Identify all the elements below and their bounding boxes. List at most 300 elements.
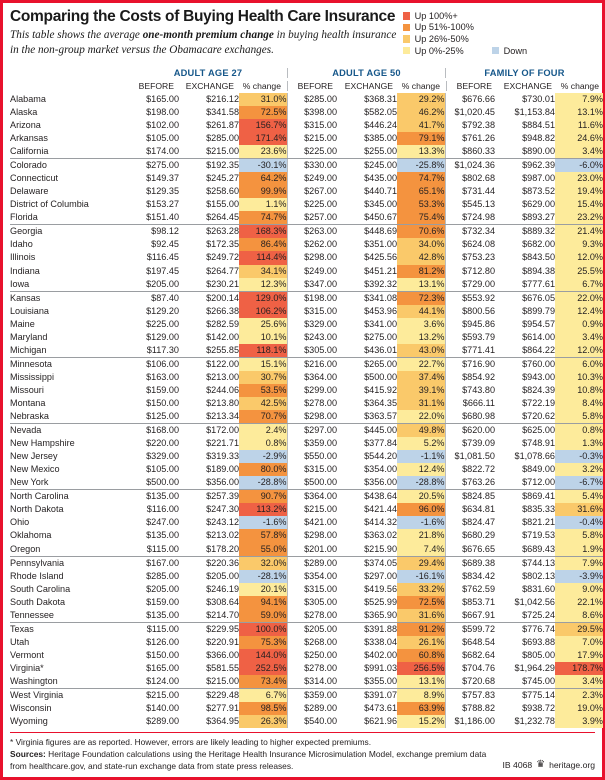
- cell-pct-change-age27: -2.9%: [239, 450, 287, 463]
- cell-before-age27: $159.00: [146, 384, 179, 395]
- cell-state-name: Oregon: [10, 543, 129, 557]
- table-row: [10, 622, 603, 636]
- table-row: [10, 636, 603, 649]
- cell-before-age27: $117.30: [129, 344, 179, 358]
- cell-pct-change-age27: 55.0%: [239, 543, 287, 557]
- cell-before-age50: $249.00: [287, 172, 337, 185]
- cell-exchange-age27: $581.55: [206, 662, 239, 673]
- table-row: [10, 662, 603, 675]
- table-row: [10, 689, 603, 703]
- table-row: [10, 371, 603, 384]
- table-row: [10, 119, 603, 132]
- cell-pct-change-family: 24.6%: [555, 132, 603, 145]
- cell-exchange-family: $835.33: [522, 504, 555, 515]
- brand-block: [503, 758, 595, 773]
- cell-pct-change-age50: 91.2%: [397, 622, 445, 636]
- legend-item-up-0-25: [403, 45, 595, 57]
- cell-exchange-age27: $282.59: [206, 318, 239, 329]
- subheader-pct-family: % change: [560, 80, 599, 91]
- cell-pct-change-family: 3.4%: [555, 145, 603, 159]
- cell-state-name: South Carolina: [10, 583, 71, 594]
- cell-before-age27: $115.00: [129, 543, 179, 557]
- group-header-adult-27: ADULT AGE 27: [173, 67, 243, 78]
- table-row: [10, 702, 603, 715]
- cell-exchange-age27: $277.91: [206, 703, 239, 714]
- table-row: [10, 516, 603, 529]
- cell-exchange-age27: $213.02: [206, 530, 239, 541]
- cell-pct-change-age50: 29.2%: [397, 93, 445, 106]
- cell-exchange-age27: $214.70: [179, 609, 239, 623]
- table-row: [10, 570, 603, 583]
- cell-pct-change-family: 5.8%: [555, 410, 603, 424]
- cell-exchange-age27: $215.00: [179, 675, 239, 689]
- subheader-group-family: [446, 81, 605, 91]
- cell-exchange-age27: $213.34: [179, 410, 239, 424]
- cell-state-name: North Carolina: [10, 491, 69, 502]
- cell-before-age27: $124.00: [129, 675, 179, 689]
- cell-before-family: $739.09: [445, 437, 495, 450]
- cell-pct-change-age27: 57.8%: [239, 529, 287, 542]
- cell-before-age27: $115.00: [146, 623, 179, 634]
- cell-before-age27: $275.00: [146, 160, 179, 171]
- cell-exchange-age27: $247.30: [206, 504, 239, 515]
- cell-before-age50: $314.00: [287, 675, 337, 689]
- cell-exchange-age27: $213.80: [206, 398, 239, 408]
- cell-pct-change-family: 2.3%: [555, 689, 603, 703]
- cell-pct-change-age27: 75.3%: [239, 636, 287, 649]
- cell-before-family: $753.23: [445, 251, 495, 264]
- cell-exchange-family: $1,964.29: [514, 662, 555, 673]
- table-row: [10, 132, 603, 145]
- cell-before-age50: $305.00: [287, 596, 337, 609]
- cell-pct-change-age27: 156.7%: [239, 119, 287, 132]
- cell-before-age50: $250.00: [287, 649, 337, 662]
- cell-state-name: Alaska: [10, 106, 38, 117]
- cell-state-name: South Dakota: [10, 596, 66, 607]
- cell-state-name: New Jersey: [10, 451, 58, 462]
- cell-pct-change-age27: 2.4%: [239, 424, 287, 438]
- cell-pct-change-age50: -25.8%: [397, 159, 445, 173]
- cell-pct-change-age27: 6.7%: [239, 689, 287, 703]
- cell-exchange-age50: $435.00: [364, 173, 397, 184]
- cell-exchange-age27: $215.00: [179, 145, 239, 159]
- cell-exchange-age27: $192.35: [206, 160, 239, 171]
- cell-exchange-age27: $264.45: [179, 211, 239, 225]
- cell-exchange-family: $869.41: [522, 491, 555, 502]
- cell-state-name: Connecticut: [10, 173, 59, 184]
- cell-pct-change-family: 11.6%: [555, 119, 603, 132]
- page-subtitle: [10, 28, 402, 58]
- cell-before-age27: $129.20: [146, 305, 179, 316]
- table-row: [10, 437, 603, 450]
- cell-exchange-family: $693.88: [522, 636, 555, 647]
- cell-exchange-family: $899.79: [522, 305, 555, 316]
- cell-before-age50: $298.00: [287, 251, 337, 264]
- table-row: [10, 384, 603, 397]
- cell-pct-change-age50: 5.2%: [397, 437, 445, 450]
- cell-pct-change-family: 12.4%: [555, 305, 603, 318]
- cell-pct-change-age50: 44.1%: [397, 305, 445, 318]
- table-row: [10, 543, 603, 557]
- website-label[interactable]: heritage.org: [549, 759, 595, 770]
- legend-label-up-100: Up 100%+: [414, 10, 458, 21]
- cell-before-family: $680.98: [445, 410, 495, 424]
- subheader-group-adult-27: [129, 81, 287, 91]
- group-header-adult-50: ADULT AGE 50: [287, 68, 445, 78]
- table-row: [10, 185, 603, 198]
- cell-pct-change-family: 22.1%: [555, 596, 603, 609]
- cell-before-age50: $398.00: [287, 106, 337, 119]
- cell-before-family: $757.83: [445, 689, 495, 703]
- cell-before-family: $667.91: [445, 609, 495, 623]
- cell-state-name: Illinois: [10, 252, 36, 263]
- cell-pct-change-age50: 72.5%: [397, 596, 445, 609]
- table-row: [10, 490, 603, 504]
- cell-pct-change-age27: 42.5%: [239, 397, 287, 410]
- cell-state-name: Arizona: [10, 120, 41, 131]
- cell-before-age27: $129.35: [146, 186, 179, 197]
- cell-exchange-family: $962.39: [522, 160, 555, 171]
- cell-exchange-age27: $249.72: [206, 252, 239, 263]
- cell-pct-change-family: 23.2%: [555, 211, 603, 225]
- cell-before-family: $731.44: [445, 185, 495, 198]
- cell-before-age27: $165.00: [146, 93, 179, 104]
- cell-exchange-age27: $285.00: [206, 133, 239, 144]
- cell-state-name: Oklahoma: [10, 530, 52, 541]
- cell-exchange-family: $824.39: [522, 384, 555, 395]
- cell-before-age27: $135.00: [146, 530, 179, 541]
- column-group-headers: [10, 65, 595, 78]
- cell-before-age27: $149.37: [146, 173, 179, 184]
- cell-before-age27: $106.00: [146, 358, 179, 369]
- cell-before-age27: $150.00: [146, 398, 179, 408]
- cell-exchange-age27: $230.21: [179, 278, 239, 292]
- cell-before-age50: $364.00: [287, 371, 337, 384]
- cell-exchange-age50: $368.31: [364, 93, 397, 104]
- cell-pct-change-family: 23.0%: [555, 172, 603, 185]
- cell-pct-change-age27: 252.5%: [239, 662, 287, 675]
- cell-exchange-age27: $261.87: [206, 120, 239, 131]
- cell-before-age27: $159.00: [146, 596, 179, 607]
- cell-exchange-age50: $448.69: [364, 226, 397, 237]
- cell-before-age50: $216.00: [287, 357, 337, 371]
- cell-pct-change-family: 5.4%: [555, 490, 603, 504]
- cell-exchange-age27: $189.00: [206, 464, 239, 475]
- cell-pct-change-age27: 25.6%: [239, 318, 287, 331]
- cell-pct-change-family: 17.9%: [555, 649, 603, 662]
- table-row: [10, 529, 603, 542]
- cell-before-family: $545.13: [445, 198, 495, 211]
- cell-state-name: Tennessee: [10, 609, 129, 623]
- subheader-pct-27: % change: [242, 80, 281, 91]
- cell-before-family: $666.11: [445, 397, 495, 410]
- cell-pct-change-family: 3.4%: [555, 675, 603, 689]
- cell-before-family: $1,020.45: [445, 106, 495, 119]
- legend-label-up-51-100: Up 51%-100%: [414, 22, 474, 33]
- subtitle-part-1: This table shows the average: [10, 29, 143, 42]
- cell-before-age27: $289.00: [146, 716, 179, 727]
- cell-exchange-family: $760.00: [522, 358, 555, 369]
- table-row: [10, 463, 603, 476]
- cell-state-name: Utah: [10, 636, 30, 647]
- cell-pct-change-age50: 79.1%: [397, 132, 445, 145]
- cell-pct-change-age50: 75.4%: [397, 211, 445, 225]
- cell-before-age27: $105.00: [146, 133, 179, 144]
- cell-before-family: $720.68: [445, 675, 495, 689]
- legend: [403, 10, 595, 56]
- cell-exchange-age27: $364.95: [206, 716, 239, 727]
- cell-exchange-age50: $365.90: [337, 609, 397, 623]
- cell-state-name: Montana: [10, 398, 46, 408]
- cell-exchange-family: $730.01: [522, 93, 555, 104]
- cell-before-family: $824.85: [445, 490, 495, 504]
- cell-exchange-age50: $621.96: [364, 716, 397, 727]
- cell-exchange-age27: $264.77: [206, 265, 239, 276]
- premium-comparison-table: [10, 93, 603, 728]
- table-row: [10, 715, 603, 728]
- table-row: [10, 278, 603, 292]
- cell-pct-change-family: 10.8%: [555, 384, 603, 397]
- cell-pct-change-age27: 30.7%: [239, 371, 287, 384]
- cell-exchange-age27: $178.20: [179, 543, 239, 557]
- legend-label-up-26-50: Up 26%-50%: [414, 33, 469, 44]
- cell-before-age50: $267.00: [287, 185, 337, 198]
- cell-pct-change-family: 10.3%: [555, 371, 603, 384]
- cell-pct-change-age50: 34.0%: [397, 238, 445, 251]
- cell-pct-change-age50: 43.0%: [397, 344, 445, 358]
- cell-exchange-age50: $415.92: [364, 384, 397, 395]
- cell-pct-change-age27: 59.0%: [239, 609, 287, 623]
- cell-exchange-age50: $544.20: [364, 451, 397, 462]
- cell-before-family: $860.33: [445, 145, 495, 159]
- table-row: [10, 106, 603, 119]
- cell-state-name: Nevada: [10, 425, 42, 436]
- legend-item-up-51-100: [403, 22, 595, 34]
- cell-exchange-age50: $345.00: [364, 199, 397, 210]
- cell-before-family: $676.66: [445, 93, 495, 106]
- subheader-exchange-family: EXCHANGE: [503, 80, 552, 91]
- cell-before-family: $788.82: [445, 702, 495, 715]
- cell-pct-change-age27: 31.0%: [239, 93, 287, 106]
- cell-state-name: New Mexico: [10, 464, 60, 475]
- cell-exchange-age27: $142.00: [206, 331, 239, 342]
- cell-before-age27: $92.45: [151, 239, 179, 250]
- cell-state-name: Wyoming: [10, 716, 48, 727]
- cell-state-name: Minnesota: [10, 358, 52, 369]
- cell-pct-change-age27: 32.0%: [239, 556, 287, 570]
- cell-before-age27: $153.27: [146, 199, 179, 210]
- cell-before-family: $716.90: [445, 357, 495, 371]
- cell-exchange-family: $614.00: [522, 331, 555, 342]
- cell-exchange-age50: $215.90: [337, 543, 397, 557]
- cell-pct-change-age50: 33.2%: [397, 583, 445, 596]
- cell-pct-change-age50: 256.5%: [397, 662, 445, 675]
- cell-before-age27: $129.00: [146, 331, 179, 342]
- cell-before-age50: $329.00: [287, 318, 337, 331]
- cell-exchange-age27: $255.85: [179, 344, 239, 358]
- cell-before-family: $1,186.00: [445, 715, 495, 728]
- table-row: [10, 305, 603, 318]
- cell-exchange-family: $629.00: [522, 199, 555, 210]
- cell-before-family: $822.72: [445, 463, 495, 476]
- cell-exchange-family: $712.00: [495, 476, 555, 490]
- cell-state-name: Florida: [10, 211, 129, 225]
- subtitle-emphasis: one-month premium change: [142, 29, 274, 42]
- subheader-exchange-27: EXCHANGE: [185, 80, 234, 91]
- cell-exchange-age50: $391.88: [364, 623, 397, 634]
- cell-exchange-age50: $338.04: [364, 636, 397, 647]
- cell-pct-change-age50: 29.4%: [397, 556, 445, 570]
- cell-before-age27: $167.00: [146, 557, 179, 568]
- cell-exchange-family: $843.50: [522, 252, 555, 263]
- cell-state-name: Idaho: [10, 239, 33, 250]
- cell-before-age27: $105.00: [146, 464, 179, 475]
- cell-before-age50: $268.00: [287, 636, 337, 649]
- cell-pct-change-age50: 60.8%: [397, 649, 445, 662]
- cell-pct-change-family: 7.9%: [555, 556, 603, 570]
- table-row: [10, 172, 603, 185]
- cell-before-age27: $225.00: [146, 318, 179, 329]
- cell-before-age50: $364.00: [287, 490, 337, 504]
- cell-pct-change-family: 13.1%: [555, 106, 603, 119]
- cell-pct-change-family: 29.5%: [555, 622, 603, 636]
- cell-exchange-family: $682.00: [522, 239, 555, 250]
- cell-exchange-age50: $450.67: [337, 211, 397, 225]
- cell-before-age27: $126.00: [146, 636, 179, 647]
- cell-exchange-family: $745.00: [495, 675, 555, 689]
- cell-exchange-age27: $245.27: [206, 173, 239, 184]
- cell-exchange-age27: $220.91: [206, 636, 239, 647]
- table-row: [10, 503, 603, 516]
- cell-before-age27: $205.00: [129, 278, 179, 292]
- cell-before-age50: $347.00: [287, 278, 337, 292]
- cell-pct-change-age27: 15.1%: [239, 357, 287, 371]
- cell-before-age50: $278.00: [287, 397, 337, 410]
- cell-before-age50: $359.00: [287, 437, 337, 450]
- cell-state-name: Maine: [10, 318, 35, 329]
- cell-pct-change-family: 0.8%: [555, 424, 603, 438]
- cell-pct-change-family: 3.4%: [555, 331, 603, 344]
- cell-pct-change-family: 9.3%: [555, 238, 603, 251]
- cell-before-family: $553.92: [445, 291, 495, 305]
- cell-state-name: Delaware: [10, 186, 49, 197]
- cell-pct-change-family: 8.6%: [555, 609, 603, 623]
- cell-pct-change-age50: 37.4%: [397, 371, 445, 384]
- cell-pct-change-age50: 70.6%: [397, 225, 445, 239]
- cell-state-name: Ohio: [10, 517, 30, 528]
- cell-exchange-age50: $438.64: [364, 491, 397, 502]
- cell-pct-change-family: 21.4%: [555, 225, 603, 239]
- column-subheaders: [10, 78, 599, 93]
- table-row: [10, 159, 603, 173]
- cell-exchange-age50: $392.32: [337, 278, 397, 292]
- cell-before-family: $771.41: [445, 344, 495, 358]
- cell-before-age50: $315.00: [287, 119, 337, 132]
- cell-exchange-age50: $265.00: [364, 358, 397, 369]
- cell-before-age50: $500.00: [287, 476, 337, 490]
- cell-state-name: Louisiana: [10, 305, 49, 316]
- cell-exchange-family: $954.57: [522, 318, 555, 329]
- table-row: [10, 145, 603, 159]
- legend-swatch-up-51-100: [403, 24, 411, 32]
- cell-before-age50: $278.00: [287, 662, 337, 675]
- cell-pct-change-age27: 99.9%: [239, 185, 287, 198]
- cell-before-family: $854.92: [445, 371, 495, 384]
- cell-pct-change-family: 3.2%: [555, 463, 603, 476]
- cell-pct-change-family: 19.4%: [555, 185, 603, 198]
- cell-pct-change-age50: 13.1%: [397, 278, 445, 292]
- cell-pct-change-family: 9.0%: [555, 583, 603, 596]
- cell-before-family: $689.38: [445, 556, 495, 570]
- cell-before-age27: $116.45: [146, 252, 179, 263]
- table-row: [10, 450, 603, 463]
- cell-pct-change-family: -6.0%: [555, 159, 603, 173]
- cell-exchange-family: $889.32: [522, 226, 555, 237]
- cell-state-name: Kansas: [10, 292, 41, 303]
- cell-before-family: $729.00: [445, 278, 495, 292]
- cell-before-age50: $315.00: [287, 305, 337, 318]
- cell-before-age27: $174.00: [129, 145, 179, 159]
- cell-exchange-age27: $200.14: [206, 292, 239, 303]
- cell-pct-change-family: 12.0%: [555, 251, 603, 264]
- cell-exchange-age50: $414.32: [364, 517, 397, 528]
- legend-item-up-100: [403, 10, 595, 22]
- cell-exchange-age27: $246.19: [206, 583, 239, 594]
- cell-state-name: Georgia: [10, 226, 43, 237]
- cell-exchange-age27: $263.28: [206, 226, 239, 237]
- cell-before-age50: $263.00: [287, 225, 337, 239]
- cell-exchange-age50: $245.00: [364, 160, 397, 171]
- cell-state-name: Iowa: [10, 278, 129, 292]
- cell-exchange-family: $1,042.56: [514, 596, 555, 607]
- cell-pct-change-age27: 86.4%: [239, 238, 287, 251]
- cell-pct-change-age27: 129.0%: [239, 291, 287, 305]
- cell-exchange-family: $748.91: [522, 438, 555, 449]
- cell-exchange-family: $821.21: [522, 517, 555, 528]
- cell-pct-change-age27: 144.0%: [239, 649, 287, 662]
- cell-exchange-age27: $356.00: [179, 476, 239, 490]
- table-row: [10, 410, 603, 424]
- cell-exchange-age27: $213.00: [206, 371, 239, 382]
- cell-before-age27: $140.00: [146, 703, 179, 714]
- cell-pct-change-age50: 65.1%: [397, 185, 445, 198]
- cell-exchange-age27: $155.00: [206, 199, 239, 210]
- cell-before-family: $624.08: [445, 238, 495, 251]
- subheader-group-adult-50: [287, 81, 446, 91]
- cell-exchange-age50: $425.56: [364, 252, 397, 263]
- cell-before-age50: $305.00: [287, 344, 337, 358]
- cell-pct-change-age50: 13.3%: [397, 145, 445, 159]
- cell-exchange-age50: $582.05: [364, 106, 397, 117]
- table-row: [10, 583, 603, 596]
- cell-exchange-age27: $216.12: [206, 93, 239, 104]
- cell-state-name: Nebraska: [10, 410, 129, 424]
- cell-pct-change-family: 1.3%: [555, 437, 603, 450]
- cell-before-age50: $205.00: [287, 622, 337, 636]
- footer: [10, 732, 595, 773]
- cell-before-age27: $150.00: [146, 649, 179, 660]
- cell-pct-change-age50: 7.4%: [397, 543, 445, 557]
- cell-before-family: $792.38: [445, 119, 495, 132]
- cell-pct-change-family: 31.6%: [555, 503, 603, 516]
- header-text-block: [10, 8, 403, 58]
- cell-pct-change-age27: 98.5%: [239, 702, 287, 715]
- cell-before-family: $676.65: [445, 543, 495, 557]
- cell-pct-change-age50: 31.6%: [397, 609, 445, 623]
- subheader-before-family: BEFORE: [456, 80, 492, 91]
- table-row: [10, 556, 603, 570]
- cell-before-age50: $315.00: [287, 583, 337, 596]
